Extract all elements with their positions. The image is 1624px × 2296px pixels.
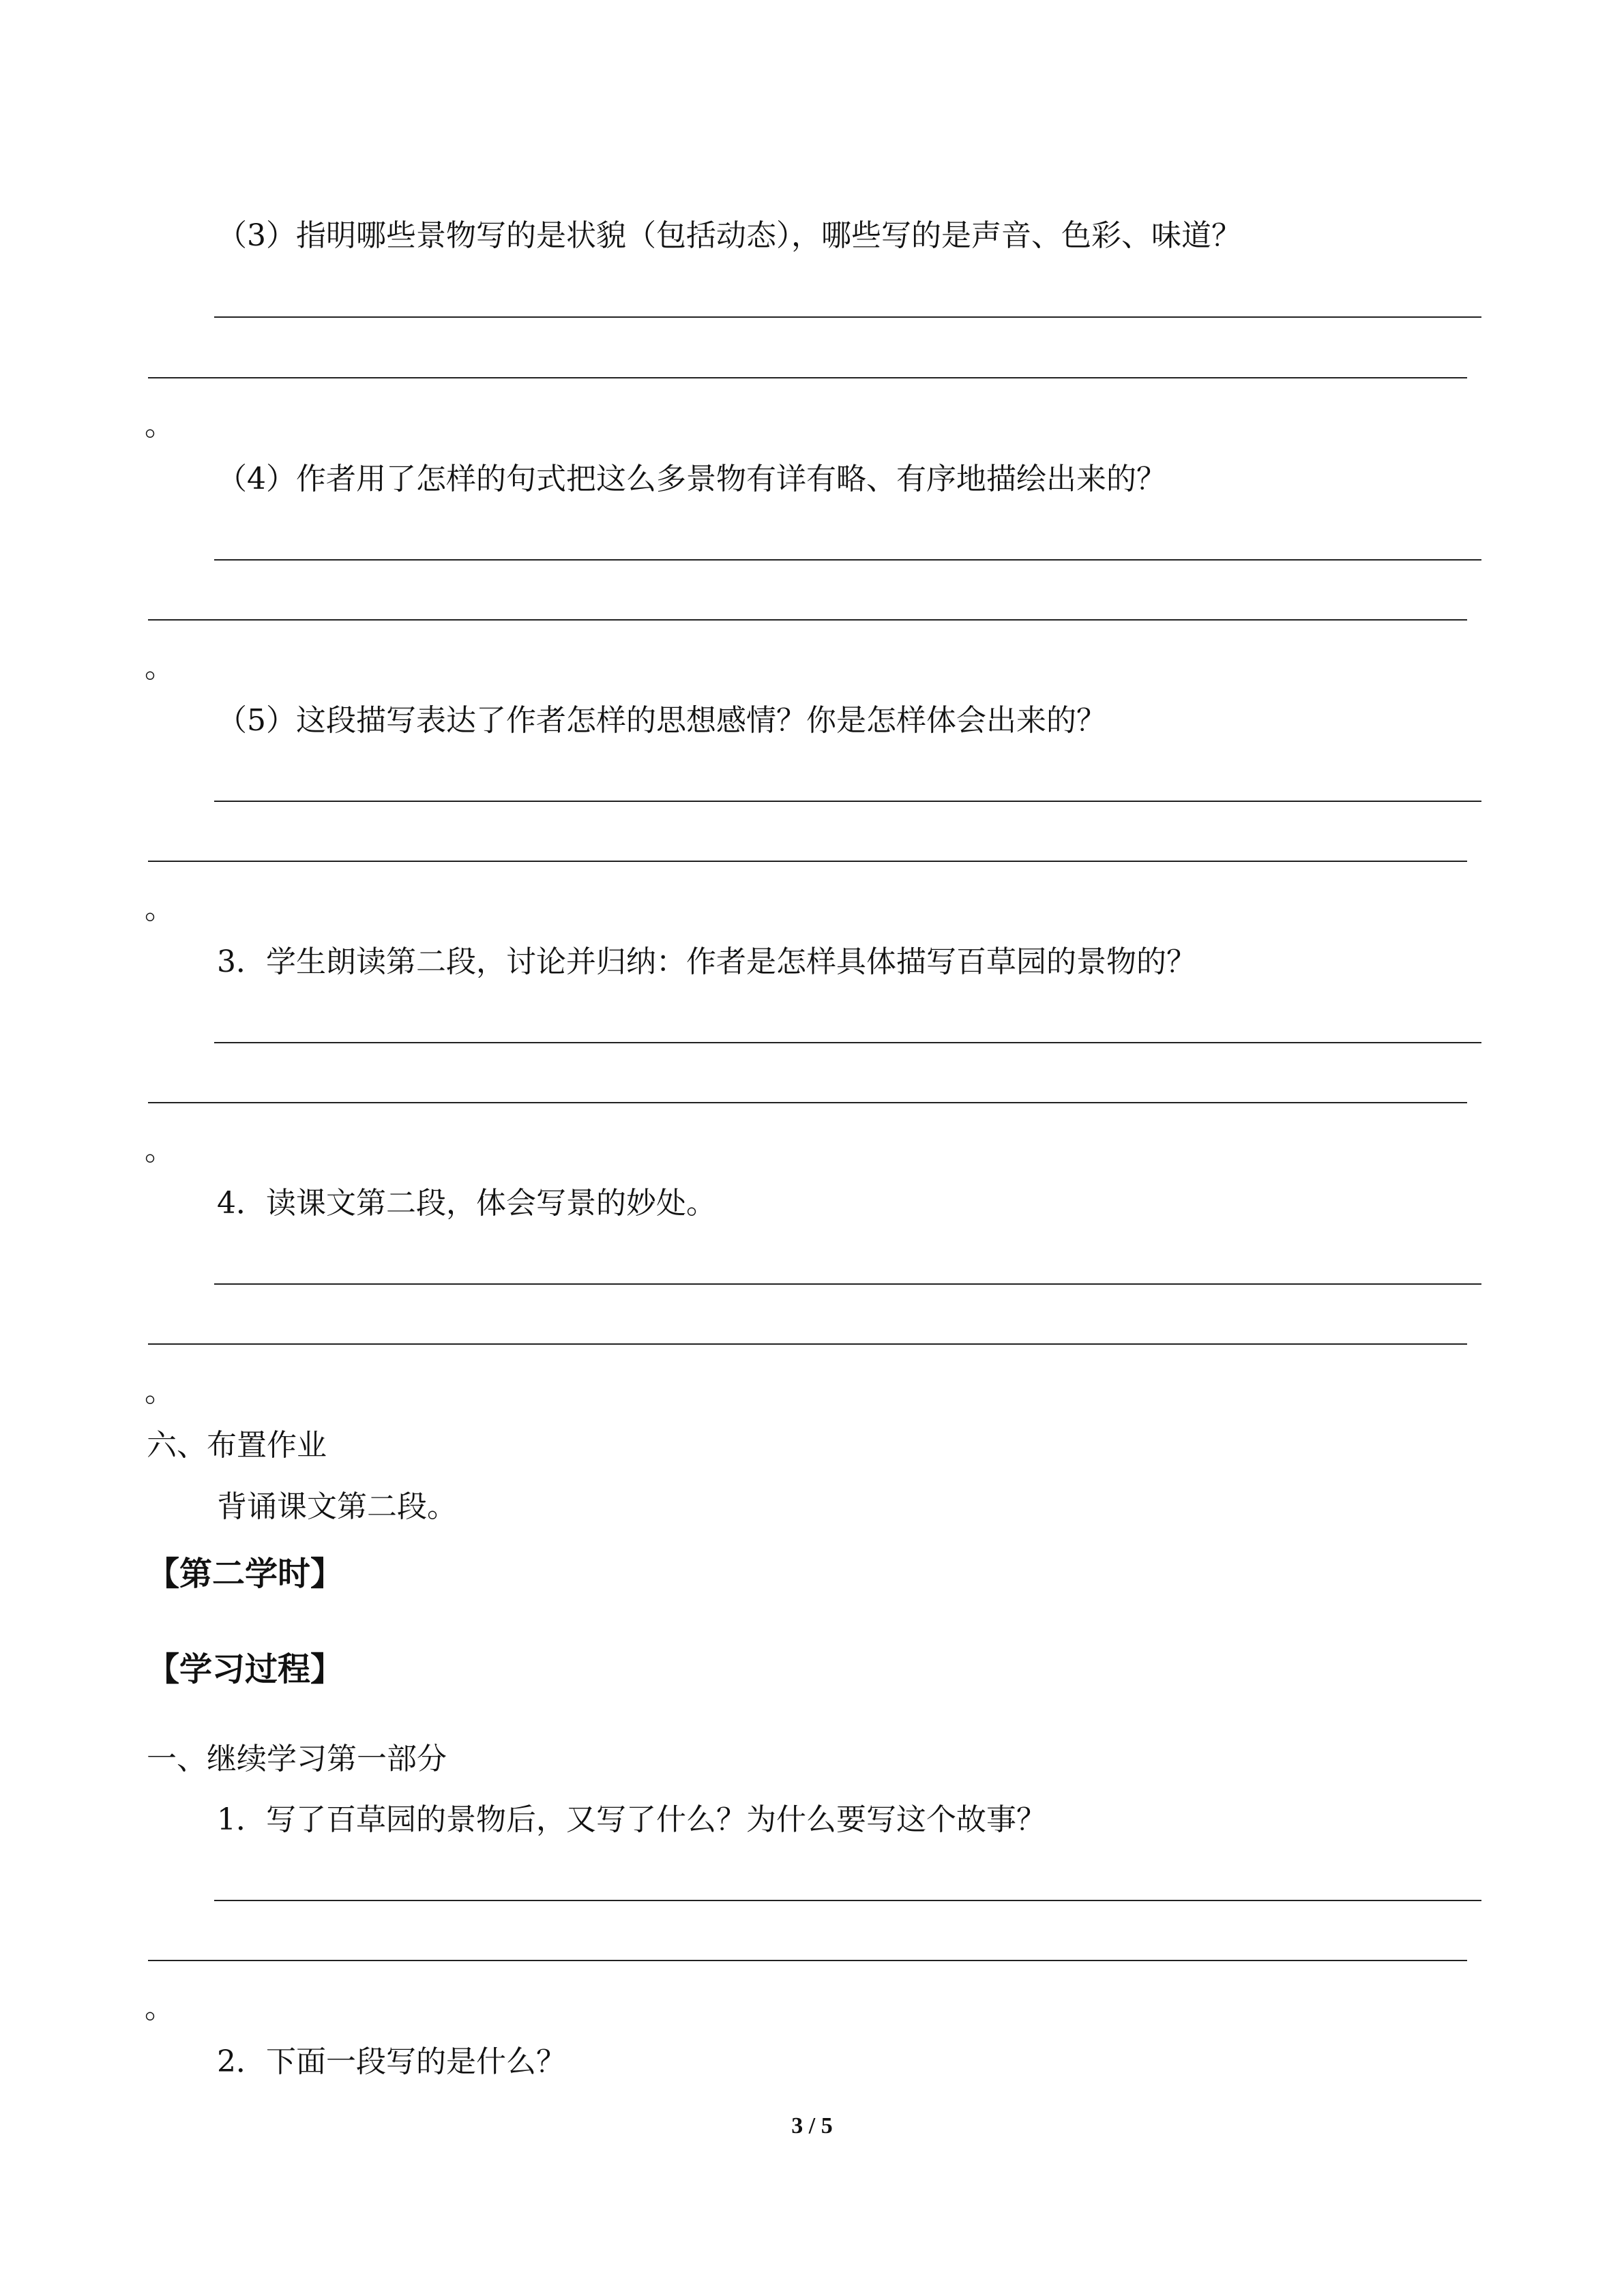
answer-line — [148, 1102, 1467, 1103]
period-mark: 。 — [145, 1374, 175, 1409]
period-mark: 。 — [145, 891, 175, 926]
second-period-heading: 【第二学时】 — [147, 1555, 344, 1593]
step-4: 4．读课文第二段，体会写景的妙处。 — [217, 1186, 716, 1221]
question-3: （3）指明哪些景物写的是状貌（包括动态），哪些写的是声音、色彩、味道？ — [217, 218, 1241, 253]
period-mark: 。 — [145, 650, 175, 685]
answer-line — [148, 619, 1467, 621]
question-1: 1．写了百草园的景物后，又写了什么？为什么要写这个故事？ — [217, 1802, 1046, 1837]
answer-line — [148, 377, 1467, 378]
question-2: 2．下面一段写的是什么？ — [217, 2044, 566, 2079]
answer-line — [214, 1283, 1481, 1285]
answer-line — [148, 1343, 1467, 1345]
answer-line — [214, 316, 1481, 318]
period-mark: 。 — [145, 408, 175, 443]
answer-line — [214, 1042, 1481, 1043]
period-mark: 。 — [145, 1133, 175, 1167]
answer-line — [214, 801, 1481, 802]
question-5: （5）这段描写表达了作者怎样的思想感情？你是怎样体会出来的？ — [217, 703, 1106, 738]
step-3: 3．学生朗读第二段，讨论并归纳：作者是怎样具体描写百草园的景物的？ — [217, 944, 1196, 979]
section-1-title: 一、继续学习第一部分 — [147, 1742, 447, 1776]
section-6-body: 背诵课文第二段。 — [217, 1489, 457, 1524]
answer-line — [148, 861, 1467, 862]
answer-line — [214, 1900, 1481, 1901]
answer-line — [148, 1960, 1467, 1961]
answer-line — [214, 559, 1481, 561]
section-6-title: 六、布置作业 — [147, 1428, 327, 1463]
page-number: 3 / 5 — [791, 2113, 833, 2138]
question-4: （4）作者用了怎样的句式把这么多景物有详有略、有序地描绘出来的？ — [217, 462, 1166, 496]
learning-process-heading: 【学习过程】 — [147, 1650, 344, 1688]
period-mark: 。 — [145, 1991, 175, 2025]
